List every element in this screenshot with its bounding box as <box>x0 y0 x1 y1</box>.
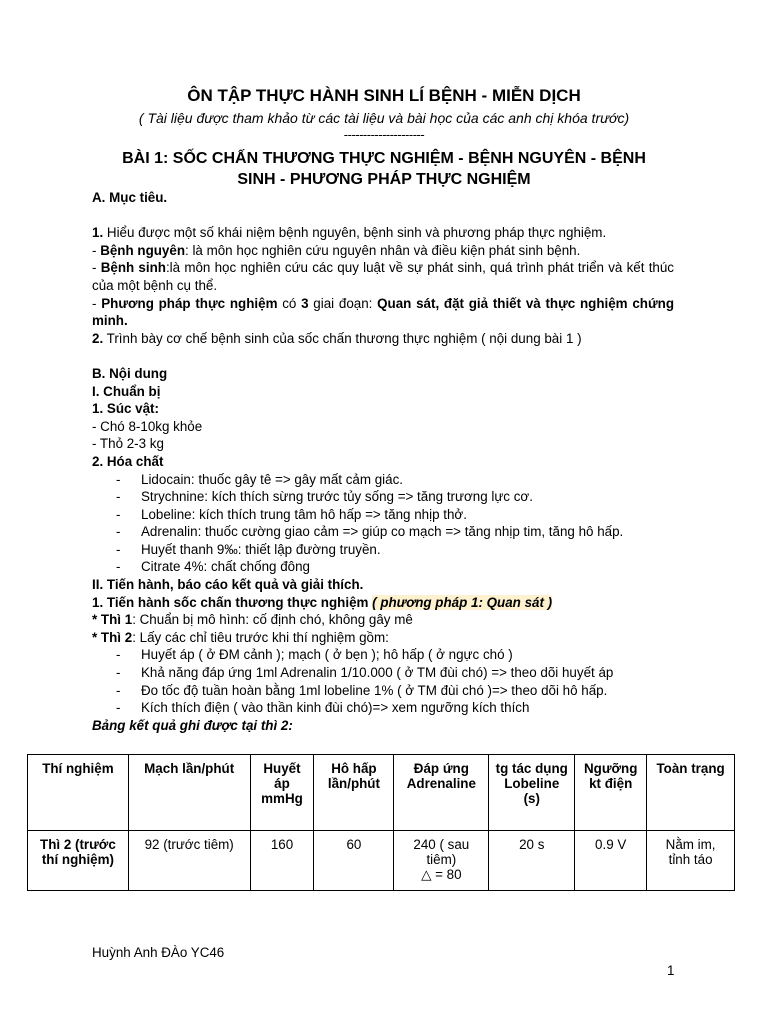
table-cell: Nằm im, tỉnh táo <box>647 831 735 891</box>
objective-2: 2. Trình bày cơ chế bệnh sinh của sốc chấn thương thực nghiệm ( nội dung bài 1 ) <box>92 330 582 346</box>
step-2: * Thì 2: Lấy các chỉ tiêu trước khi thí nghiệm gồm: <box>92 629 389 645</box>
indicator-item: - Khả năng đáp ứng 1ml Adrenalin 1/10.000 ( ở TM đùi chó) => theo dõi huyết áp <box>141 664 674 682</box>
definition-benh-nguyen: - Bệnh nguyên: là môn học nghiên cứu nguyên nhân và điều kiện phát sinh bệnh. <box>92 242 581 258</box>
table-header-cell: Mạch lần/phút <box>128 755 250 831</box>
chemicals-list <box>92 471 674 577</box>
lesson-title <box>0 148 768 190</box>
document-body <box>92 189 674 734</box>
separator-line: --------------------- <box>343 127 425 142</box>
chemicals-heading: 2. Hóa chất <box>92 453 164 469</box>
table-header-cell: Hô hấp lần/phút <box>314 755 394 831</box>
document-subtitle: ( Tài liệu được tham khảo từ các tài liệu và bài học của các anh chị khóa trước) <box>138 110 630 126</box>
chemical-item: - Adrenalin: thuốc cường giao cảm => giúp co mạch => tăng nhịp tim, tăng hô hấp. <box>141 523 674 541</box>
table-cell: 20 s <box>489 831 575 891</box>
chemical-item: - Citrate 4%: chất chống đông <box>141 558 674 576</box>
definition-phuong-phap: - Phương pháp thực nghiệm có 3 giai đoạn: Quan sát, đặt giả thiết và thực nghiệm chứng minh. <box>92 295 675 329</box>
table-cell: 0.9 V <box>575 831 647 891</box>
table-cell <box>394 831 489 891</box>
table-header-cell: Toàn trạng <box>647 755 735 831</box>
section-a-heading: A. Mục tiêu. <box>92 190 168 205</box>
table-header-cell: Huyết áp mmHg <box>250 755 314 831</box>
procedure-heading: 1. Tiến hành sốc chấn thương thực nghiệm ( phương pháp 1: Quan sát ) <box>92 594 553 610</box>
chemical-item: - Lobeline: kích thích trung tâm hô hấp => tăng nhịp thở. <box>141 506 674 524</box>
indicator-item: - Đo tốc độ tuần hoàn bằng 1ml lobeline 1% ( ở TM đùi chó )=> theo dõi hô hấp. <box>141 682 674 700</box>
table-cell: 60 <box>314 831 394 891</box>
table-header-row <box>28 755 735 831</box>
adrenaline-value: 240 ( sau tiêm) <box>413 837 470 867</box>
table-cell: 92 (trước tiêm) <box>128 831 250 891</box>
chemical-item: - Huyết thanh 9‰: thiết lập đường truyền. <box>141 541 674 559</box>
method-highlight: ( phương pháp 1: Quan sát ) <box>372 594 553 610</box>
chemical-item: - Strychnine: kích thích sừng trước tủy sống => tăng trương lực cơ. <box>141 488 674 506</box>
chemical-item: - Lidocain: thuốc gây tê => gây mất cảm giác. <box>141 471 674 489</box>
indicator-item: - Huyết áp ( ở ĐM cảnh ); mạch ( ở bẹn ); hô hấp ( ở ngực chó ) <box>141 646 674 664</box>
animal-item: - Thỏ 2-3 kg <box>92 436 164 452</box>
indicator-item: - Kích thích điện ( vào thần kinh đùi chó)=> xem ngưỡng kích thích <box>141 699 674 717</box>
objective-1: 1. Hiểu được một số khái niệm bệnh nguyên, bệnh sinh và phương pháp thực nghiệm. <box>92 225 607 241</box>
document-title: ÔN TẬP THỰC HÀNH SINH LÍ BỆNH - MIỄN DỊCH <box>187 86 581 105</box>
animal-item: - Chó 8-10kg khỏe <box>92 418 203 434</box>
table-cell: Thì 2 (trước thí nghiệm) <box>28 831 129 891</box>
animals-heading: 1. Súc vật: <box>92 401 159 417</box>
lesson-title-line-2: SINH - PHƯƠNG PHÁP THỰC NGHIỆM <box>237 171 531 188</box>
table-header-cell: Thí nghiệm <box>28 755 129 831</box>
part-1-heading: I. Chuẩn bị <box>92 383 161 399</box>
footer-author: Huỳnh Anh ĐÀo YC46 <box>92 945 225 960</box>
lesson-title-line-1: BÀI 1: SỐC CHẤN THƯƠNG THỰC NGHIỆM - BỆNH NGUYÊN - BỆNH <box>122 150 646 167</box>
results-table <box>27 754 735 891</box>
definition-benh-sinh: - Bệnh sinh:là môn học nghiên cứu các quy luật về sự phát sinh, quá trình phát triển và kết thúc của một bệnh cụ thể. <box>92 260 675 293</box>
table-caption: Bảng kết quả ghi được tại thì 2: <box>92 717 293 733</box>
adrenaline-delta: △ = 80 <box>421 867 462 882</box>
table-cell: 160 <box>250 831 314 891</box>
table-header-cell: Ngưỡng kt điện <box>575 755 647 831</box>
part-2-heading: II. Tiến hành, báo cáo kết quả và giải thích. <box>92 577 364 593</box>
indicators-list <box>92 646 674 716</box>
table-header-cell: Đáp ứng Adrenaline <box>394 755 489 831</box>
table-header-cell: tg tác dụng Lobeline (s) <box>489 755 575 831</box>
page-number: 1 <box>667 963 675 978</box>
step-1: * Thì 1: Chuẩn bị mô hình: cố định chó, không gây mê <box>92 612 413 628</box>
table-row <box>28 831 735 891</box>
section-b-heading: B. Nội dung <box>92 365 168 381</box>
